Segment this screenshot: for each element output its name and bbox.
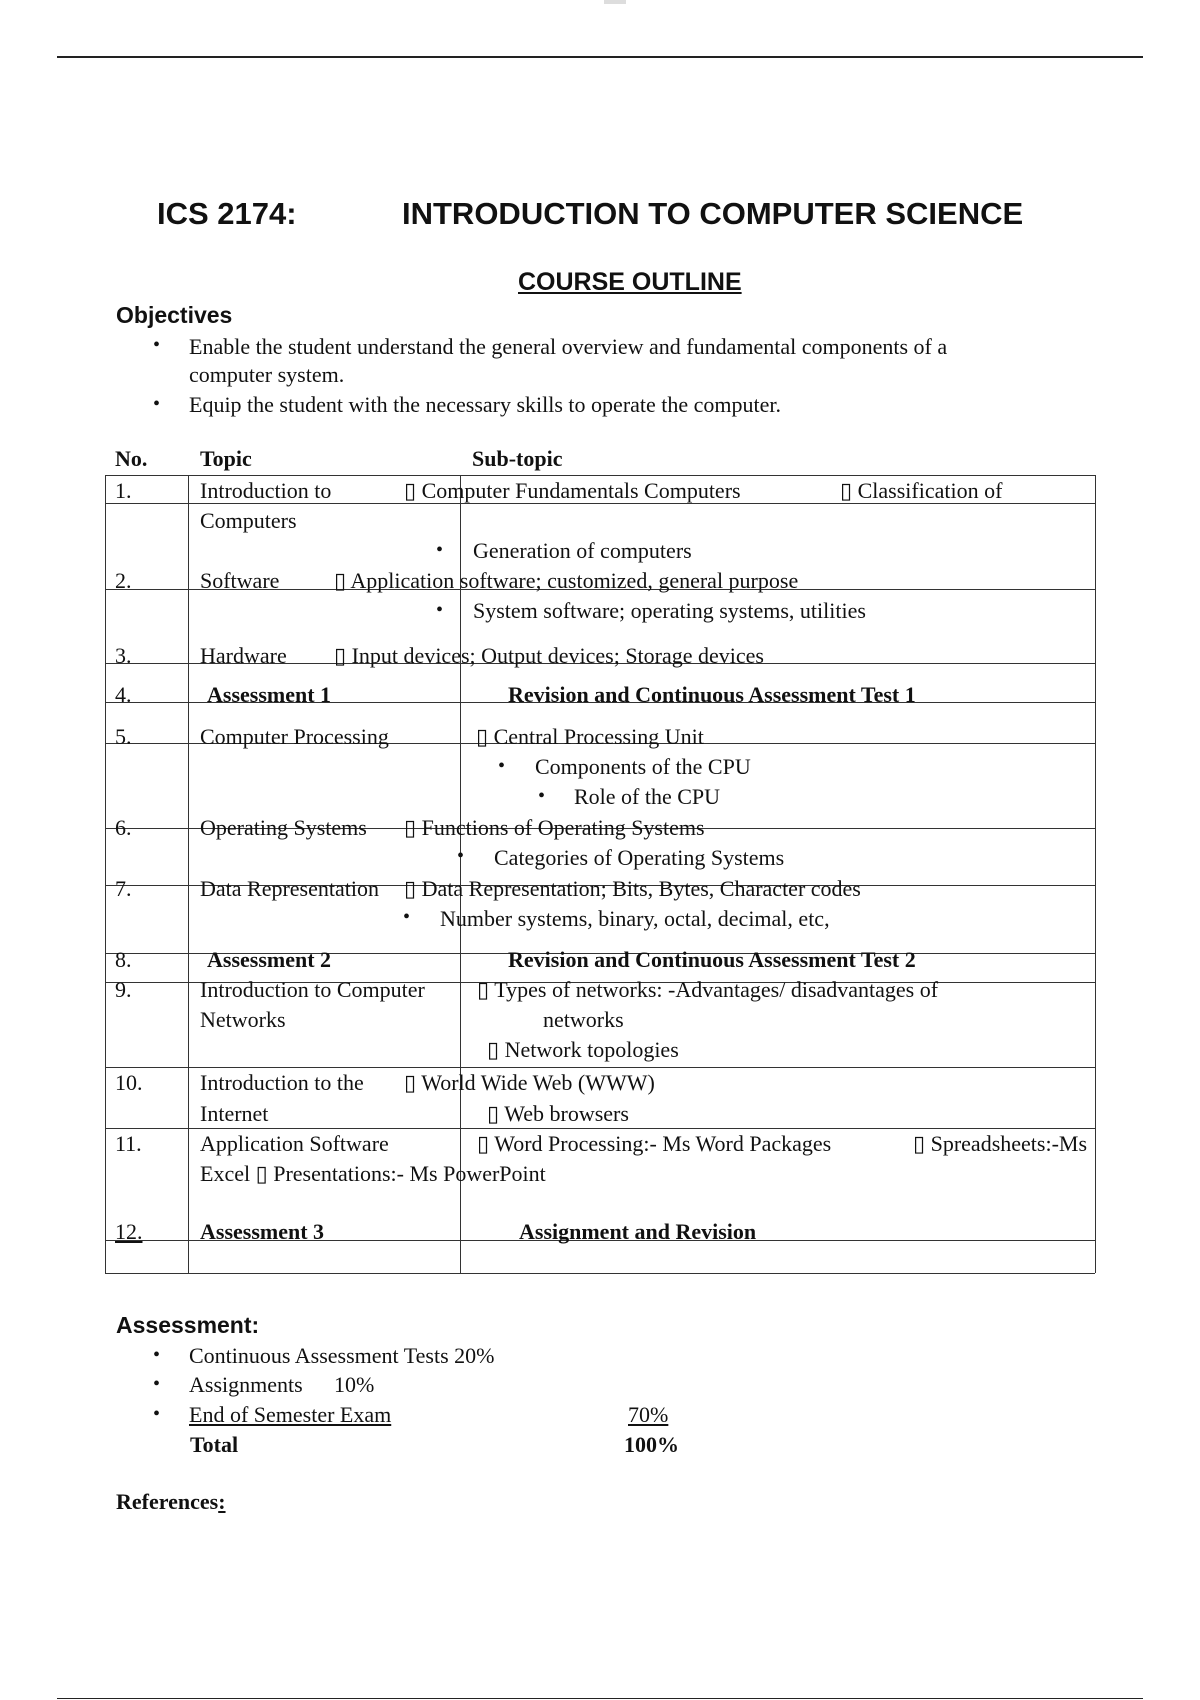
row-9-topic-cont: Networks (200, 1007, 286, 1032)
row-8-topic: Assessment 2 (207, 947, 332, 972)
top-mark (604, 0, 626, 4)
row-12-subtopic: Assignment and Revision (519, 1219, 757, 1244)
row-6-subtopic-a: ▯ Functions of Operating Systems (404, 815, 705, 840)
row-2-no: 2. (115, 568, 132, 593)
row-12-topic: Assessment 3 (200, 1219, 325, 1244)
row-11-subtopic-a: ▯ Word Processing:- Ms Word Packages (477, 1131, 832, 1156)
glyph-icon: ▯ (476, 724, 489, 749)
row-6-topic: Operating Systems (200, 815, 367, 840)
row-10-topic-cont: Internet (200, 1101, 269, 1126)
glyph-icon: ▯ (840, 478, 853, 503)
top-rule (57, 56, 1143, 58)
glyph-icon: ▯ (404, 1070, 417, 1095)
glyph-icon: ▯ (487, 1037, 500, 1062)
row-5-no: 5. (115, 724, 132, 749)
row-9-subtopic-b: ▯ Network topologies (487, 1037, 679, 1062)
references-heading: References: (116, 1489, 226, 1514)
row-1-subtopic-b: ▯ Classification of (840, 478, 1003, 503)
assessment-item-1: Continuous Assessment Tests 20% (189, 1343, 495, 1368)
glyph-icon: ▯ (404, 815, 417, 840)
bullet: • (153, 1373, 161, 1395)
row-9-subtopic-a: ▯ Types of networks: -Advantages/ disadvantages of (477, 977, 939, 1002)
bullet: • (153, 1403, 161, 1425)
row-8-subtopic: Revision and Continuous Assessment Test 2 (508, 947, 916, 972)
objective-1-line2: computer system. (189, 362, 345, 387)
glyph-icon: ▯ (255, 1161, 268, 1186)
bullet: • (538, 785, 546, 807)
row-5-subtopic-a: ▯ Central Processing Unit (476, 724, 704, 749)
row-1-topic-cont: Computers (200, 508, 297, 533)
row-11-subtopic-b: ▯ Spreadsheets:-Ms (913, 1131, 1088, 1156)
row-10-topic: Introduction to the (200, 1070, 364, 1095)
row-3-topic: Hardware (200, 643, 287, 668)
row-7-subtopic-a: ▯ Data Representation; Bits, Bytes, Character codes (404, 876, 861, 901)
assessment-total-label: Total (190, 1432, 239, 1457)
row-6-subtopic-b: Categories of Operating Systems (494, 845, 785, 870)
assessment-item-3-value: 70% (628, 1402, 669, 1427)
glyph-icon: ▯ (404, 876, 417, 901)
glyph-icon: ▯ (487, 1101, 500, 1126)
glyph-icon: ▯ (334, 643, 347, 668)
row-3-no: 3. (115, 643, 132, 668)
bottom-rule (57, 1698, 1143, 1699)
course-outline-heading: COURSE OUTLINE (518, 268, 742, 296)
assessment-item-2: Assignments (189, 1372, 303, 1397)
course-title: INTRODUCTION TO COMPUTER SCIENCE (402, 196, 1024, 231)
row-7-no: 7. (115, 876, 132, 901)
row-5-topic: Computer Processing (200, 724, 389, 749)
assessment-item-2-value: 10% (334, 1372, 375, 1397)
objective-bullet: • (153, 393, 161, 415)
glyph-icon: ▯ (913, 1131, 926, 1156)
assessment-total-value: 100% (624, 1432, 679, 1457)
row-2-subtopic-b: System software; operating systems, utilities (473, 598, 866, 623)
row-1-topic: Introduction to (200, 478, 332, 503)
row-12-no: 12. (115, 1219, 143, 1244)
row-6-no: 6. (115, 815, 132, 840)
table-header-subtopic: Sub-topic (472, 446, 563, 471)
glyph-icon: ▯ (404, 478, 417, 503)
table-header-no: No. (115, 446, 148, 471)
row-11-line2: Excel ▯ Presentations:- Ms PowerPoint (200, 1161, 546, 1186)
row-2-topic: Software (200, 568, 280, 593)
objective-2: Equip the student with the necessary skills to operate the computer. (189, 392, 782, 417)
bullet: • (153, 1344, 161, 1366)
table-header-topic: Topic (200, 446, 252, 471)
bullet: • (498, 755, 506, 777)
glyph-icon: ▯ (477, 1131, 490, 1156)
row-2-subtopic-a: ▯ Application software; customized, general purpose (334, 568, 799, 593)
objective-1-line1: Enable the student understand the general overview and fundamental components of a (189, 334, 948, 359)
row-1-no: 1. (115, 478, 132, 503)
row-9-no: 9. (115, 977, 132, 1002)
row-10-no: 10. (115, 1070, 143, 1095)
row-4-subtopic: Revision and Continuous Assessment Test 1 (508, 682, 916, 707)
row-9-topic: Introduction to Computer (200, 977, 425, 1002)
course-code: ICS 2174: (157, 196, 297, 231)
bullet: • (436, 599, 444, 621)
row-11-topic: Application Software (200, 1131, 389, 1156)
row-8-no: 8. (115, 947, 132, 972)
row-7-subtopic-b: Number systems, binary, octal, decimal, etc, (440, 906, 830, 931)
row-4-no: 4. (115, 682, 132, 707)
objective-bullet: • (153, 334, 161, 356)
assessment-item-3: End of Semester Exam (189, 1402, 392, 1427)
row-5-subtopic-c: Role of the CPU (574, 784, 721, 809)
row-1-subtopic-a: ▯ Computer Fundamentals Computers (404, 478, 741, 503)
row-1-subtopic-c: Generation of computers (473, 538, 692, 563)
row-11-no: 11. (115, 1131, 142, 1156)
row-3-subtopic: ▯ Input devices; Output devices; Storage devices (334, 643, 764, 668)
bullet: • (457, 845, 465, 867)
bullet: • (436, 539, 444, 561)
row-9-subtopic-a-cont: networks (543, 1007, 624, 1032)
assessment-heading: Assessment: (116, 1312, 260, 1338)
glyph-icon: ▯ (334, 568, 347, 593)
row-7-topic: Data Representation (200, 876, 379, 901)
glyph-icon: ▯ (477, 977, 490, 1002)
row-4-topic: Assessment 1 (207, 682, 332, 707)
row-10-subtopic-a: ▯ World Wide Web (WWW) (404, 1070, 655, 1095)
bullet: • (403, 906, 411, 928)
row-5-subtopic-b: Components of the CPU (535, 754, 751, 779)
row-10-subtopic-b: ▯ Web browsers (487, 1101, 629, 1126)
objectives-heading: Objectives (116, 302, 233, 328)
